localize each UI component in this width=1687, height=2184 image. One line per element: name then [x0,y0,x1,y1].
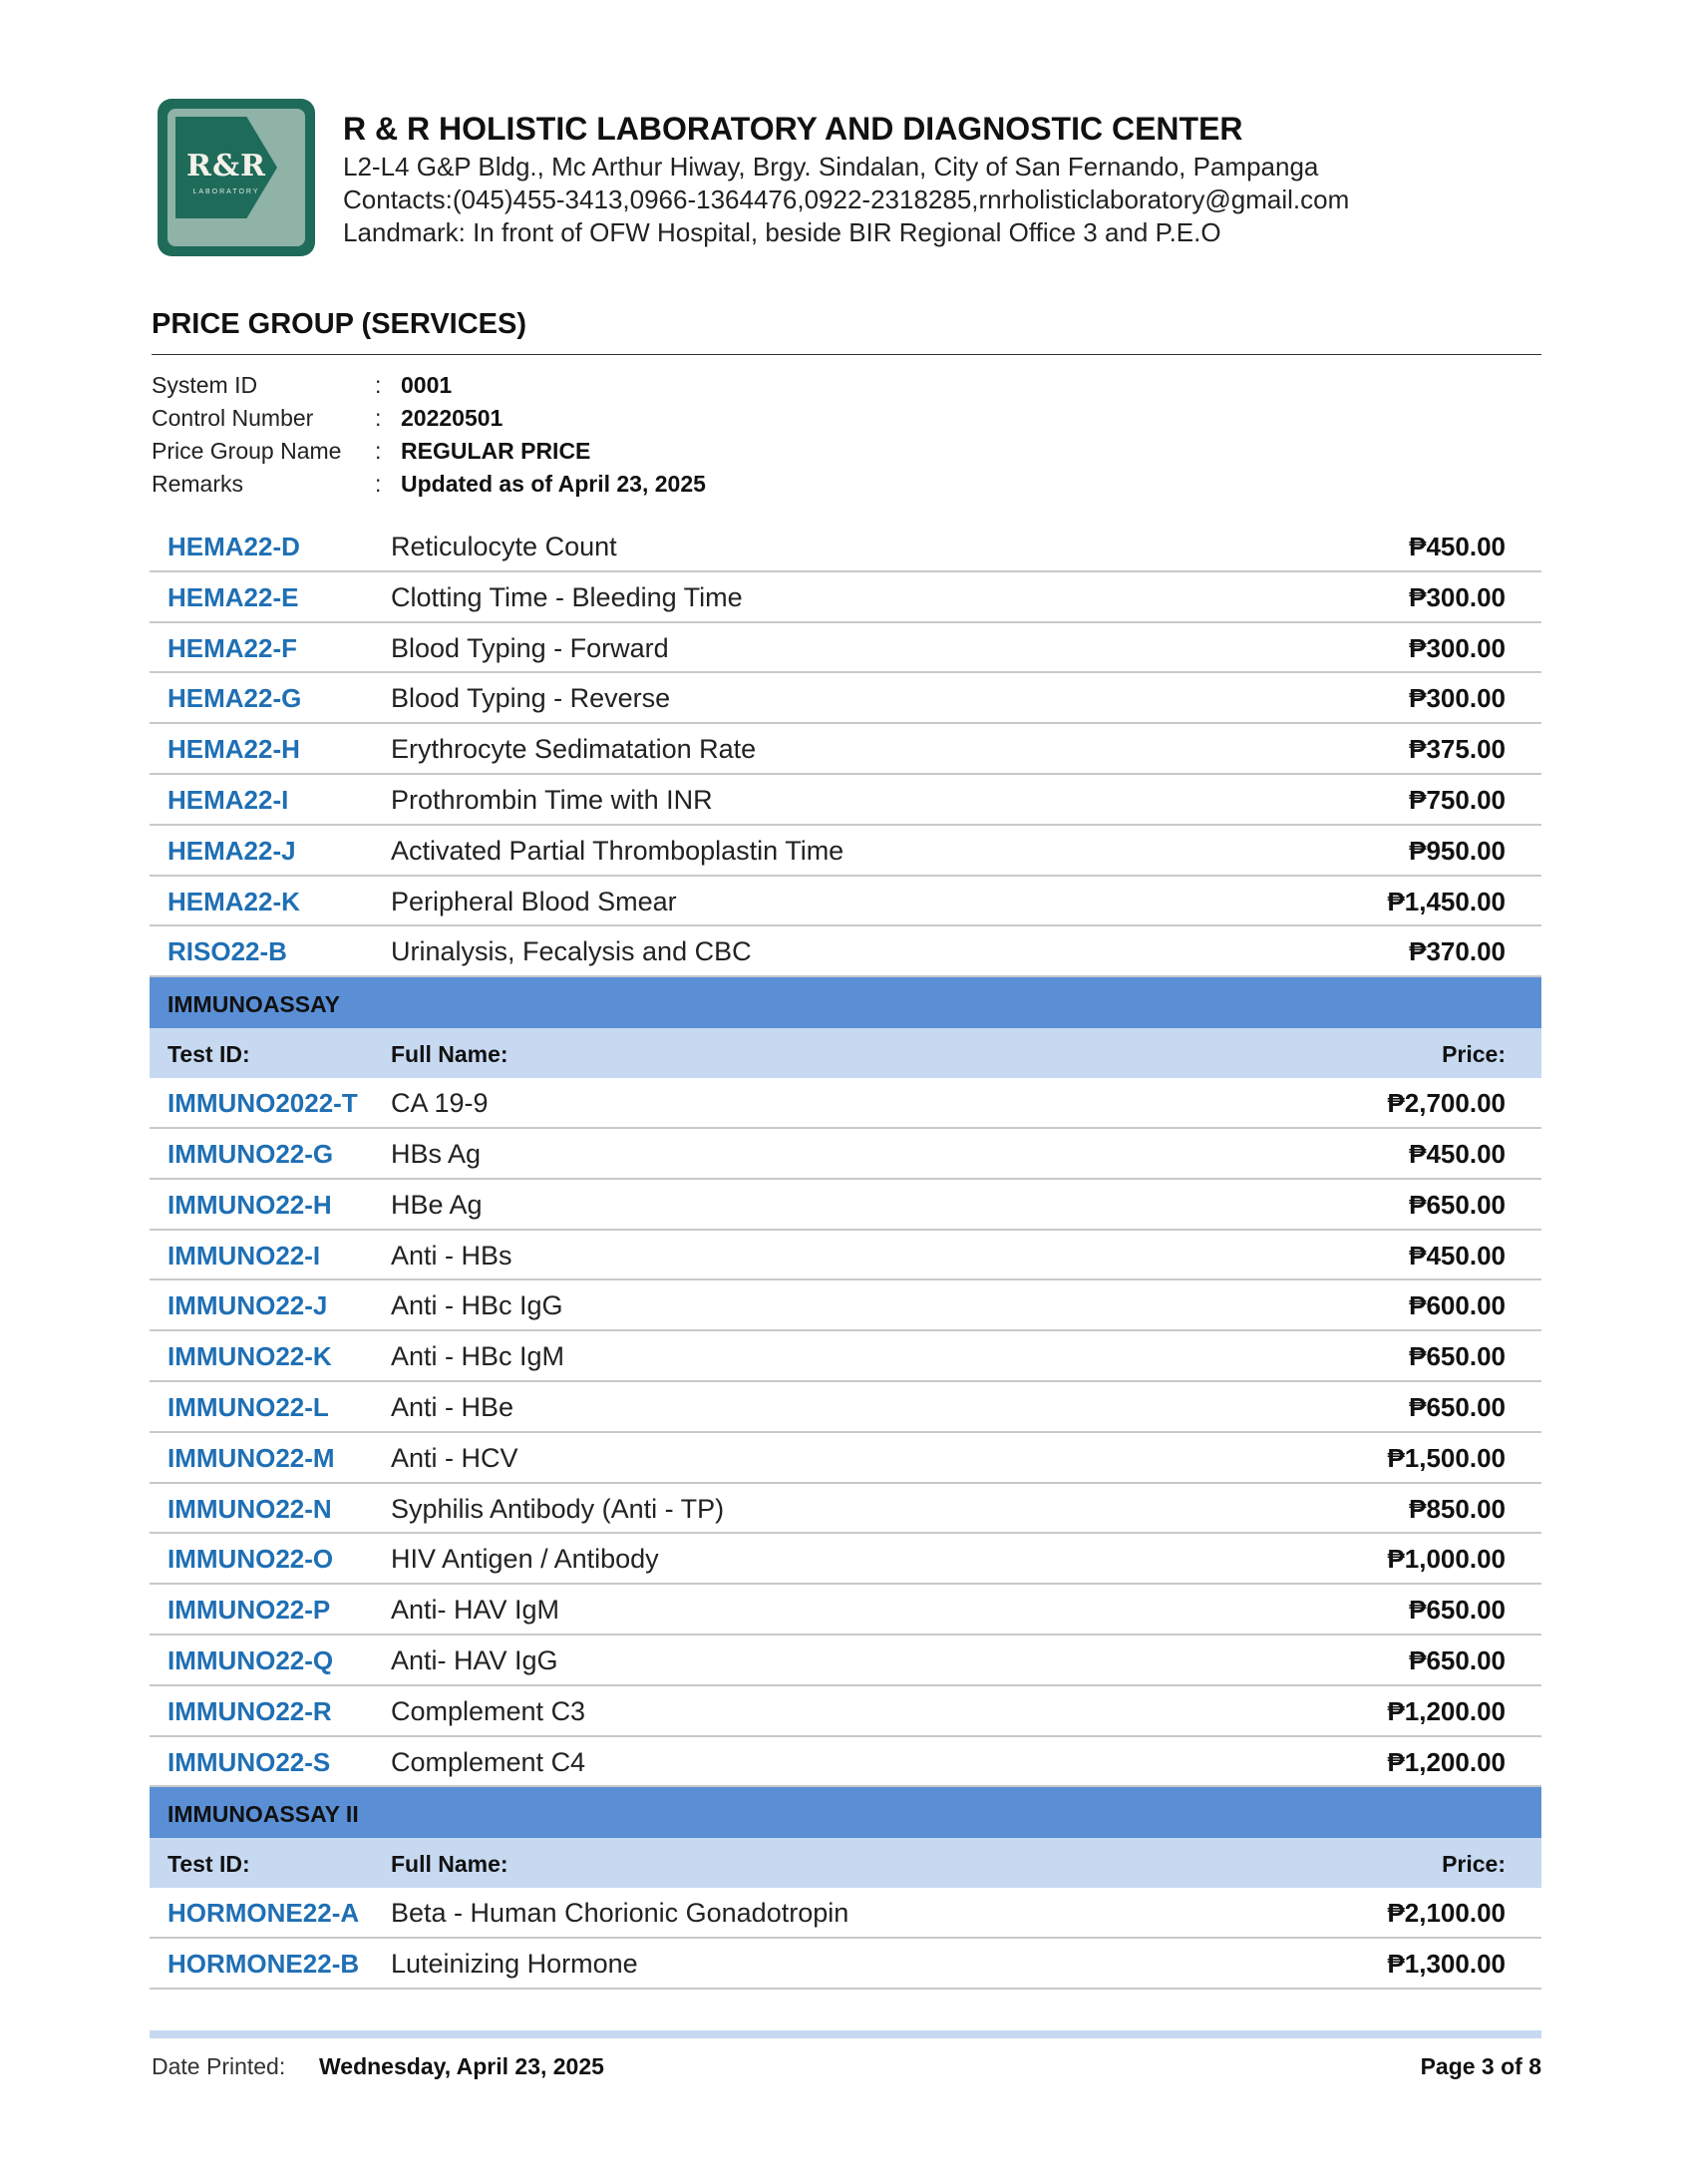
price-group-immunoassay [150,1078,1541,1787]
test-name: Anti - HBc IgG [391,1290,563,1321]
test-id: IMMUNO22-I [168,1240,321,1271]
meta-colon: : [375,471,382,497]
meta-value: Updated as of April 23, 2025 [401,471,706,497]
test-name: Anti - HCV [391,1442,518,1473]
column-header-test-id: Test ID: [168,1851,250,1878]
table-row [150,775,1541,826]
test-id: HEMA22-K [168,886,300,916]
table-row [150,877,1541,927]
section-title: IMMUNOASSAY [168,991,340,1018]
section-title: IMMUNOASSAY II [168,1801,359,1828]
test-name: Anti - HBs [391,1240,512,1271]
column-header-row [150,1838,1541,1888]
logo-text: R&R [186,149,266,183]
meta-colon: : [375,372,382,398]
column-header-price: Price: [1442,1041,1506,1068]
test-name: Blood Typing - Forward [391,632,669,663]
table-row [150,1939,1541,1990]
table-row [150,1686,1541,1737]
table-row [150,1382,1541,1433]
meta-value: 0001 [401,372,453,398]
test-id: HEMA22-I [168,784,289,815]
test-id: RISO22-B [168,936,287,967]
test-name: Anti - HBe [391,1391,514,1422]
column-header-full-name: Full Name: [391,1851,508,1878]
test-name: Peripheral Blood Smear [391,886,677,916]
test-id: IMMUNO22-P [168,1595,331,1626]
test-name: Luteinizing Hormone [391,1949,638,1980]
test-id: IMMUNO22-L [168,1391,329,1422]
test-price: ₱750.00 [1409,784,1506,815]
test-id: IMMUNO2022-T [168,1088,358,1119]
test-id: IMMUNO22-N [168,1493,332,1524]
test-id: IMMUNO22-M [168,1442,335,1473]
table-row [150,1231,1541,1281]
organization-contacts: Contacts:(045)455-3413,0966-1364476,0922-2318285,rnrholisticlaboratory@gmail.com [343,184,1350,214]
organization-landmark: Landmark: In front of OFW Hospital, beside BIR Regional Office 3 and P.E.O [343,217,1221,247]
table-row [150,926,1541,977]
test-id: HEMA22-G [168,683,302,714]
test-id: IMMUNO22-O [168,1544,334,1575]
test-name: Clotting Time - Bleeding Time [391,581,743,612]
test-price: ₱300.00 [1409,632,1506,663]
meta-label: System ID [152,372,258,398]
test-name: Reticulocyte Count [391,532,617,561]
test-name: CA 19-9 [391,1088,489,1119]
test-price: ₱1,500.00 [1387,1442,1506,1473]
test-id: IMMUNO22-K [168,1341,332,1372]
test-id: HEMA22-J [168,835,296,866]
table-row [150,1280,1541,1331]
section-header-immunoassay-ii [150,1787,1541,1838]
column-header-price: Price: [1442,1851,1506,1878]
test-price: ₱2,100.00 [1387,1898,1506,1929]
test-name: Beta - Human Chorionic Gonadotropin [391,1898,849,1929]
test-name: Syphilis Antibody (Anti - TP) [391,1493,725,1524]
test-id: IMMUNO22-S [168,1746,331,1777]
page-title: PRICE GROUP (SERVICES) [152,308,527,340]
test-id: HORMONE22-A [168,1898,360,1929]
test-price: ₱2,700.00 [1387,1088,1506,1119]
table-row [150,522,1541,572]
test-price: ₱375.00 [1409,734,1506,765]
footer-date-label: Date Printed: [152,2053,286,2079]
test-id: IMMUNO22-R [168,1695,332,1726]
test-price: ₱450.00 [1409,532,1506,561]
organization-name: R & R HOLISTIC LABORATORY AND DIAGNOSTIC CENTER [343,111,1243,147]
test-name: Activated Partial Thromboplastin Time [391,835,844,866]
column-header-test-id: Test ID: [168,1041,250,1068]
table-row [150,1433,1541,1484]
meta-colon: : [375,438,382,464]
test-name: Erythrocyte Sedimatation Rate [391,734,757,765]
test-name: Blood Typing - Reverse [391,683,671,714]
footer-page-number: Page 3 of 8 [1420,2053,1541,2079]
test-price: ₱300.00 [1409,581,1506,612]
test-name: Anti- HAV IgG [391,1644,558,1675]
table-row [150,1636,1541,1686]
test-id: HORMONE22-B [168,1949,360,1980]
column-header-row [150,1028,1541,1078]
test-id: IMMUNO22-G [168,1138,334,1169]
table-row [150,1888,1541,1939]
test-price: ₱650.00 [1409,1644,1506,1675]
table-row [150,572,1541,623]
test-price: ₱370.00 [1409,936,1506,967]
company-logo [158,99,315,256]
test-price: ₱1,450.00 [1387,886,1506,916]
column-header-full-name: Full Name: [391,1041,508,1068]
meta-value: REGULAR PRICE [401,438,591,464]
table-row [150,724,1541,775]
price-table [150,522,1541,1990]
test-name: HBs Ag [391,1138,482,1169]
test-id: HEMA22-H [168,734,300,765]
meta-label: Control Number [152,405,314,431]
test-name: Complement C4 [391,1746,586,1777]
table-row [150,1484,1541,1535]
table-row [150,1078,1541,1129]
test-id: IMMUNO22-J [168,1290,328,1321]
table-row [150,1129,1541,1180]
test-name: Anti - HBc IgM [391,1341,565,1372]
organization-address: L2-L4 G&P Bldg., Mc Arthur Hiway, Brgy. Sindalan, City of San Fernando, Pampanga [343,152,1319,182]
table-row [150,1534,1541,1585]
meta-value: 20220501 [401,405,504,431]
test-name: Prothrombin Time with INR [391,784,713,815]
test-price: ₱450.00 [1409,1138,1506,1169]
test-id: HEMA22-E [168,581,299,612]
test-price: ₱850.00 [1409,1493,1506,1524]
test-price: ₱600.00 [1409,1290,1506,1321]
test-name: HBe Ag [391,1189,483,1220]
logo-subtext: LABORATORY [192,188,260,195]
test-price: ₱650.00 [1409,1341,1506,1372]
test-id: HEMA22-D [168,532,300,561]
test-id: HEMA22-F [168,632,298,663]
test-price: ₱650.00 [1409,1595,1506,1626]
test-price: ₱950.00 [1409,835,1506,866]
price-group-immunoassay-ii [150,1888,1541,1990]
meta-label: Price Group Name [152,438,342,464]
test-price: ₱1,000.00 [1387,1544,1506,1575]
test-name: Urinalysis, Fecalysis and CBC [391,936,752,967]
meta-label: Remarks [152,471,244,497]
test-id: IMMUNO22-Q [168,1644,334,1675]
test-name: HIV Antigen / Antibody [391,1544,659,1575]
test-price: ₱300.00 [1409,683,1506,714]
table-row [150,1585,1541,1636]
table-row [150,1331,1541,1382]
test-price: ₱450.00 [1409,1240,1506,1271]
title-divider [152,354,1541,355]
section-header-immunoassay [150,977,1541,1028]
price-group-hematology [150,522,1541,977]
test-name: Anti- HAV IgM [391,1595,560,1626]
test-price: ₱1,200.00 [1387,1695,1506,1726]
test-price: ₱1,200.00 [1387,1746,1506,1777]
table-row [150,826,1541,877]
test-price: ₱650.00 [1409,1189,1506,1220]
test-price: ₱650.00 [1409,1391,1506,1422]
table-row [150,1180,1541,1231]
footer-date-value: Wednesday, April 23, 2025 [319,2053,604,2079]
table-bottom-band [150,2030,1541,2038]
meta-colon: : [375,405,382,431]
test-id: IMMUNO22-H [168,1189,332,1220]
test-name: Complement C3 [391,1695,586,1726]
test-price: ₱1,300.00 [1387,1949,1506,1980]
table-row [150,623,1541,674]
table-row [150,1737,1541,1788]
table-row [150,673,1541,724]
